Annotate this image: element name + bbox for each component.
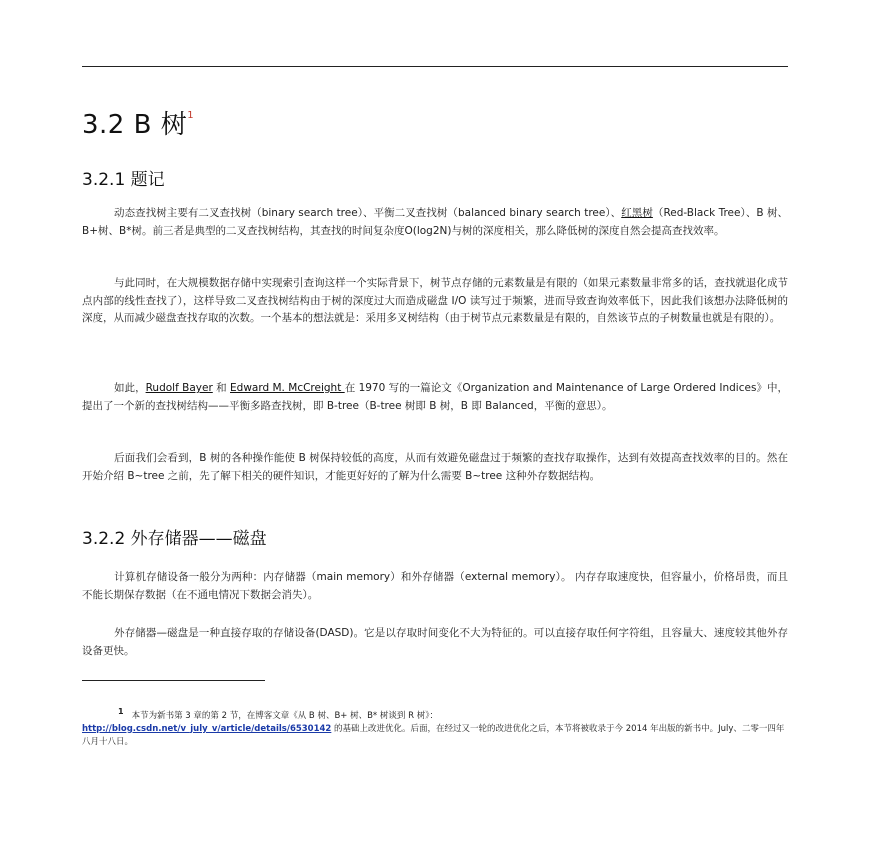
paragraph-6 bbox=[82, 625, 788, 660]
paragraph-1-line-a: 动态查找树主要有二叉查找树（binary search tree）、平衡二叉查找树（balanced binary search tree）、 bbox=[114, 207, 622, 219]
paragraph-5-text: 计算机存储设备一般分为两种：内存储器（main memory）和外存储器（external memory）。 内存存取速度快，但容量小，价格昂贵，而且不能长期保存数据（在不通电情况下数据会消失）。 bbox=[82, 571, 788, 601]
footnote-text-b: 的基础上改进优化。后面，在经过又一轮的改进优化之后，本节将被收录于今 2014 年出版的新书中。July、二零一四年八月十八日。 bbox=[82, 723, 785, 747]
section-title bbox=[82, 104, 194, 141]
paragraph-1-line-b: （Red-Black Tree）、B 树、B+树、B*树。前三者是典型的二叉查找树结构，其查找的时间复杂度 bbox=[82, 207, 789, 237]
edward-mccreight-link[interactable]: Edward M. McCreight bbox=[230, 382, 345, 394]
paragraph-3-pre: 如此， bbox=[114, 382, 146, 394]
section-title-text: 3.2 B 树 bbox=[82, 110, 188, 140]
paragraph-3 bbox=[82, 380, 788, 415]
footnote-mark: 1 bbox=[118, 707, 124, 716]
rudolf-bayer-link[interactable]: Rudolf Bayer bbox=[145, 382, 213, 394]
header-rule bbox=[82, 66, 788, 67]
footnote-url-link[interactable]: http://blog.csdn.net/v_july_v/article/details/6530142 bbox=[82, 723, 332, 734]
footnote-reference[interactable]: 1 bbox=[187, 110, 195, 121]
paragraph-6-text: 外存储器—磁盘是一种直接存取的存储设备(DASD)。它是以存取时间变化不大为特征的。可以直接存取任何字符组，且容量大、速度较其他外存设备更快。 bbox=[82, 627, 788, 657]
footnote-separator bbox=[82, 680, 265, 681]
paragraph-2-text: 与此同时，在大规模数据存储中实现索引查询这样一个实际背景下，树节点存储的元素数量是有限的（如果元素数量非常多的话，查找就退化成节点内部的线性查找了），这样导致二叉查找树结构由于树的深度过大而造成磁盘 I/O 读写过于频繁，进而导致查询效率低下，因此我们该想办法降低树的深度，从而减少磁盘查找存取的次数。一个基本的想法就是：采用多叉树结构（由于树节点元素数量是有限的，自然该节点的子树数量也就是有限的）。 bbox=[82, 277, 788, 324]
paragraph-4-text: 后面我们会看到，B 树的各种操作能使 B 树保持较低的高度，从而有效避免磁盘过于频繁的查找存取操作，达到有效提高查找效率的目的。然在开始介绍 B~tree 之前，先了解下相关的硬件知识，才能更好好的了解为什么需要 B~tree 这种外存数据结构。 bbox=[82, 452, 788, 482]
footnote bbox=[82, 705, 788, 749]
subsection-title-2: 3.2.2 外存储器——磁盘 bbox=[82, 529, 267, 549]
red-black-tree-link[interactable]: 红黑树 bbox=[621, 207, 653, 219]
paragraph-1-line-c: O(log2N)与树的深度相关，那么降低树的深度自然会提高查找效率。 bbox=[404, 224, 725, 237]
paragraph-3-post: 在 1970 写的一篇论文《Organization and Maintenance of Large Ordered Indices》中，提出了一个新的查找树结构——平衡多路查找树，即 B-tree（B-tree 树即 B 树，B 即 Balanced，平衡的意思）。 bbox=[82, 382, 788, 412]
paragraph-1 bbox=[82, 205, 788, 240]
paragraph-2 bbox=[82, 275, 788, 328]
paragraph-3-mid: 和 bbox=[212, 382, 231, 394]
paragraph-4 bbox=[82, 450, 788, 485]
footnote-text-a: 本节为新书第 3 章的第 2 节，在博客文章《从 B 树、B+ 树、B* 树谈到 R 树》： bbox=[131, 710, 438, 721]
paragraph-5 bbox=[82, 569, 788, 604]
subsection-title-1: 3.2.1 题记 bbox=[82, 170, 165, 190]
